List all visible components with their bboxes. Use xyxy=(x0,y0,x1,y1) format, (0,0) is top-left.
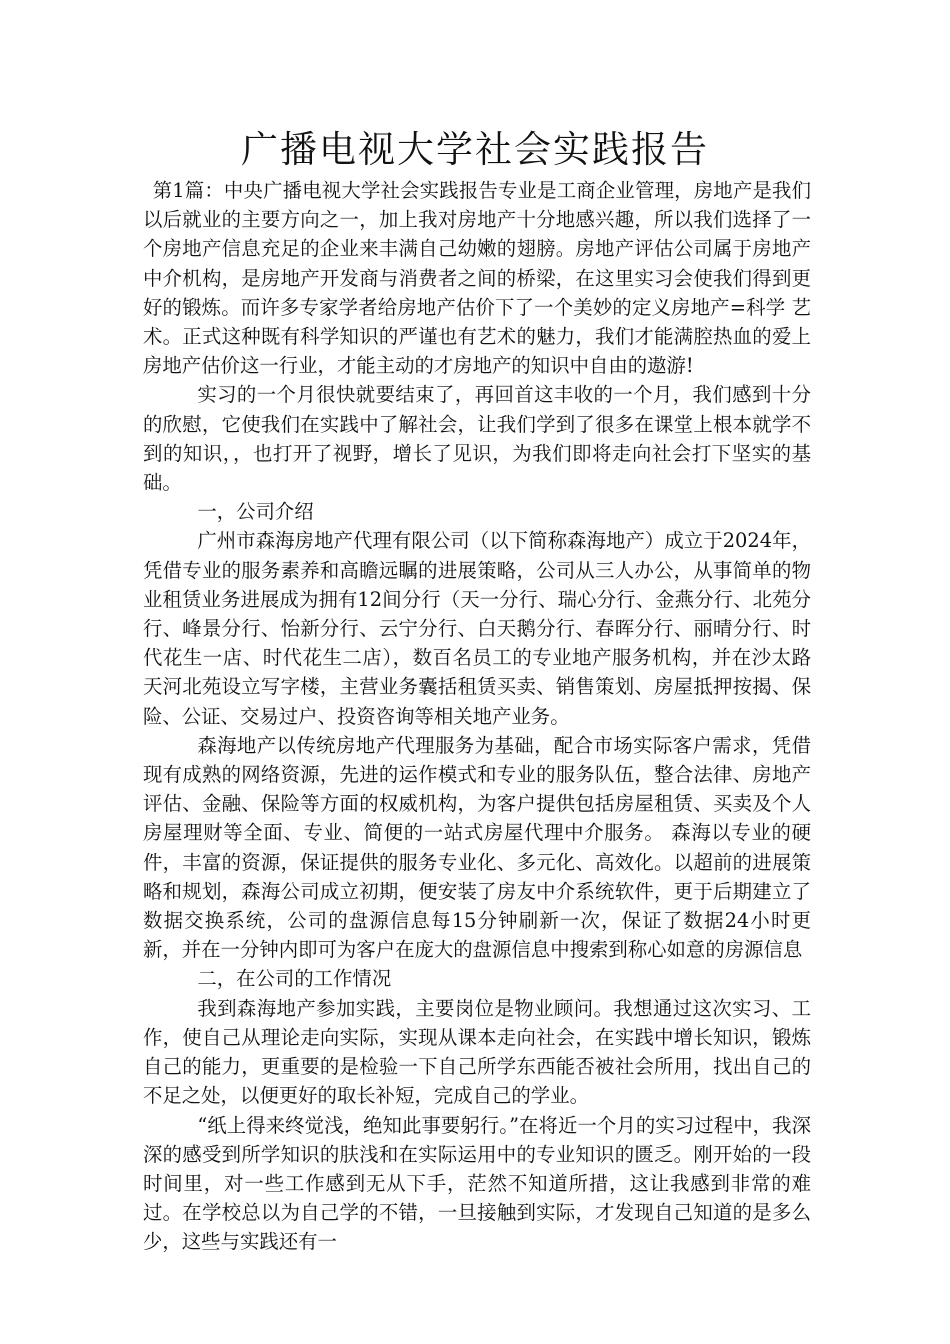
paragraph-company-history: 广州市森海房地产代理有限公司（以下简称森海地产）成立于2024年，凭借专业的服务素养和高瞻远瞩的进展策略，公司从三人办公，从事简单的物业租赁业务进展成为拥有12间分行（天一分行、瑞心分行、金燕分行、北苑分行、峰景分行、怡新分行、云宁分行、白天鹅分行、春晖分行、丽晴分行、时代花生一店、时代花生二店），数百名员工的专业地产服务机构，并在沙太路天河北苑设立写字楼，主营业务囊括租赁买卖、销售策划、房屋抵押按揭、保险、公证、交易过户、投资咨询等相关地产业务。 xyxy=(143,529,811,728)
paragraph-work-role: 我到森海地产参加实践，主要岗位是物业顾问。我想通过这次实习、工作，使自己从理论走向实际，实现从课本走向社会，在实践中增长知识，锻炼自己的能力，更重要的是检验一下自己所学东西能否被社会所用，找出自己的不足之处，以便更好的取长补短，完成自己的学业。 xyxy=(143,996,811,1108)
document-title: 广播电视大学社会实践报告 xyxy=(241,128,709,171)
paragraph-intro: 第1篇：中央广播电视大学社会实践报告专业是工商企业管理，房地产是我们以后就业的主要方向之一，加上我对房地产十分地感兴趣，所以我们选择了一个房地产信息充足的企业来丰满自己幼嫩的翅膀。房地产评估公司属于房地产中介机构，是房地产开发商与消费者之间的桥梁，在这里实习会使我们得到更好的锻炼。而许多专家学者给房地产估价下了一个美妙的定义房地产=科学 艺术。正式这种既有科学知识的严谨也有艺术的魅力，我们才能满腔热血的爱上房地产估价这一行业，才能主动的才房地产的知识中自由的遨游! xyxy=(143,179,811,378)
section-heading-company-intro: 一，公司介绍 xyxy=(197,500,314,524)
paragraph-internship-summary: 实习的一个月很快就要结束了，再回首这丰收的一个月，我们感到十分的欣慰，它使我们在实践中了解社会，让我们学到了很多在课堂上根本就学不到的知识，，也打开了视野，增长了见识，为我们即将走向社会打下坚实的基础。 xyxy=(143,383,811,495)
document-body xyxy=(143,176,811,1257)
section-heading-work-situation: 二，在公司的工作情况 xyxy=(197,967,392,991)
paragraph-reflection: “纸上得来终觉浅，绝知此事要躬行。”在将近一个月的实习过程中，我深深的感受到所学知识的肤浅和在实际运用中的专业知识的匮乏。刚开始的一段时间里，对一些工作感到无从下手，茫然不知道所措，这让我感到非常的难过。在学校总以为自己学的不错，一旦接触到实际，才发现自己知道的是多么少，这些与实践还有一 xyxy=(143,1113,811,1254)
paragraph-company-services: 森海地产以传统房地产代理服务为基础，配合市场实际客户需求，凭借现有成熟的网络资源，先进的运作模式和专业的服务队伍，整合法律、房地产评估、金融、保险等方面的权威机构，为客户提供包括房屋租赁、买卖及个人房屋理财等全面、专业、简便的一站式房屋代理中介服务。 森海以专业的硬件，丰富的资源，保证提供的服务专业化、多元化、高效化。以超前的进展策略和规划，森海公司成立初期，便安装了房友中介系统软件，更于后期建立了数据交换系统，公司的盘源信息每15分钟刷新一次，保证了数据24小时更新，并在一分钟内即可为客户在庞大的盘源信息中搜索到称心如意的房源信息 xyxy=(143,733,811,962)
